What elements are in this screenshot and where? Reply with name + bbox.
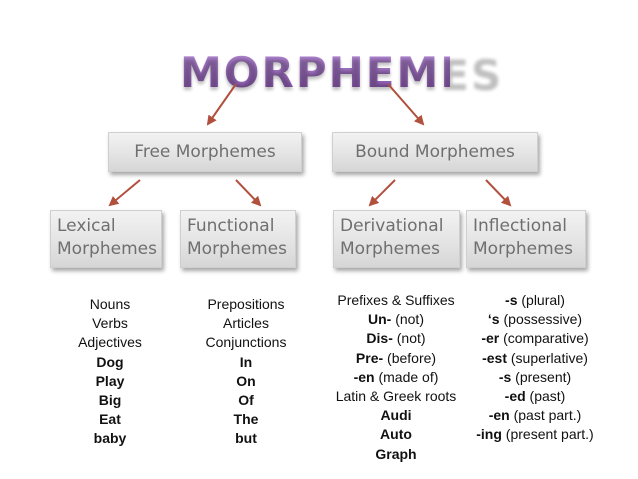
list-item xyxy=(460,425,610,444)
list-item-term: Dis- xyxy=(366,330,393,347)
list-item xyxy=(460,406,610,425)
list-item-text: Articles xyxy=(223,315,269,332)
list-item xyxy=(460,368,610,387)
list-item-text: Nouns xyxy=(89,296,131,312)
list-item xyxy=(50,295,170,314)
derivational-morphemes-box xyxy=(333,210,460,268)
diagram-title: MORPHEMES xyxy=(180,44,450,102)
list-item-term: ‘s xyxy=(487,311,500,328)
functional-line1: Functional xyxy=(187,216,275,236)
list-item xyxy=(326,387,466,406)
list-item-term: -er xyxy=(481,330,500,347)
list-item xyxy=(326,445,466,464)
list-item-term: -en xyxy=(353,368,375,385)
list-item-text: (before) xyxy=(383,349,437,366)
list-item-term: Auto xyxy=(380,426,412,443)
list-item xyxy=(186,391,306,410)
list-item-text: Prepositions xyxy=(207,296,285,312)
list-item-term: Un- xyxy=(367,311,392,328)
list-item-term: Pre- xyxy=(355,349,384,366)
list-item xyxy=(326,310,466,329)
bound-morphemes-box xyxy=(332,132,538,172)
inflectional-examples-list xyxy=(460,291,610,445)
list-item-text: Adjectives xyxy=(78,334,142,351)
lexical-morphemes-box xyxy=(50,210,162,268)
functional-examples-list xyxy=(186,295,306,449)
list-item xyxy=(186,333,306,352)
derivational-line2: Morphemes xyxy=(340,239,440,259)
list-item-text: Verbs xyxy=(92,315,128,332)
list-item xyxy=(326,368,466,387)
list-item xyxy=(50,391,170,410)
list-item-text: (past part.) xyxy=(509,407,582,424)
list-item-term: On xyxy=(236,372,256,389)
list-item-term: Eat xyxy=(99,411,121,428)
list-item xyxy=(460,310,610,329)
list-item-text: Prefixes & Suffixes xyxy=(337,292,455,308)
list-item xyxy=(186,429,306,448)
derivational-examples-list xyxy=(326,291,466,464)
list-item xyxy=(460,349,610,368)
list-item xyxy=(50,353,170,372)
list-item xyxy=(460,291,610,310)
list-item-term: -est xyxy=(482,349,507,366)
list-item-term: Big xyxy=(98,392,122,409)
list-item-term: -s xyxy=(505,292,518,308)
list-item-term: -ing xyxy=(476,426,502,443)
list-item xyxy=(460,329,610,348)
list-item xyxy=(50,372,170,391)
free-morphemes-label: Free Morphemes xyxy=(134,142,276,162)
list-item-text: (present) xyxy=(511,368,572,385)
list-item-term: -ed xyxy=(504,388,526,405)
arrow-title-to-bound xyxy=(388,84,423,124)
list-item xyxy=(326,329,466,348)
list-item-text: (not) xyxy=(392,330,426,347)
list-item-term: In xyxy=(239,353,253,370)
list-item-text: (made of) xyxy=(374,368,439,385)
list-item-term: Play xyxy=(95,372,125,389)
list-item xyxy=(326,425,466,444)
list-item-text: (superlative) xyxy=(506,349,588,366)
inflectional-line2: Morphemes xyxy=(473,239,573,259)
functional-morphemes-box xyxy=(180,210,296,268)
lexical-examples-list xyxy=(50,295,170,449)
list-item-text: Latin & Greek roots xyxy=(335,388,457,405)
derivational-line1: Derivational xyxy=(340,216,444,236)
lexical-line1: Lexical xyxy=(57,216,116,236)
list-item xyxy=(186,353,306,372)
list-item-text: (possessive) xyxy=(499,311,583,328)
list-item-text: Conjunctions xyxy=(205,334,287,351)
list-item-term: Graph xyxy=(375,445,417,462)
arrow-free-to-lexical xyxy=(110,180,140,205)
list-item-term: baby xyxy=(93,430,127,447)
arrow-bound-to-derivational xyxy=(370,180,395,205)
list-item-term: The xyxy=(233,411,259,428)
list-item-text: (plural) xyxy=(517,292,565,308)
list-item-text: (comparative) xyxy=(499,330,589,347)
list-item xyxy=(50,429,170,448)
list-item xyxy=(50,314,170,333)
list-item xyxy=(460,387,610,406)
list-item-term: -s xyxy=(498,368,512,385)
list-item xyxy=(326,349,466,368)
arrow-free-to-functional xyxy=(236,180,260,205)
list-item-term: Dog xyxy=(96,353,124,370)
list-item-term: but xyxy=(235,430,257,447)
free-morphemes-box xyxy=(108,132,302,172)
list-item-term: Of xyxy=(238,392,254,409)
lexical-line2: Morphemes xyxy=(57,239,157,259)
list-item xyxy=(326,406,466,425)
inflectional-line1: Inflectional xyxy=(473,216,568,236)
arrow-title-to-free xyxy=(208,84,236,124)
list-item xyxy=(50,333,170,352)
list-item-text: (present part.) xyxy=(501,426,594,443)
list-item xyxy=(326,291,466,310)
inflectional-morphemes-box xyxy=(466,210,586,268)
list-item-text: (past) xyxy=(525,388,566,405)
bound-morphemes-label: Bound Morphemes xyxy=(355,142,515,162)
list-item-term: -en xyxy=(488,407,510,424)
list-item xyxy=(186,314,306,333)
list-item-text: (not) xyxy=(391,311,424,328)
list-item xyxy=(186,295,306,314)
list-item xyxy=(186,410,306,429)
list-item xyxy=(50,410,170,429)
list-item-term: Audi xyxy=(380,407,412,424)
arrow-bound-to-inflectional xyxy=(486,180,510,205)
list-item xyxy=(186,372,306,391)
functional-line2: Morphemes xyxy=(187,239,287,259)
